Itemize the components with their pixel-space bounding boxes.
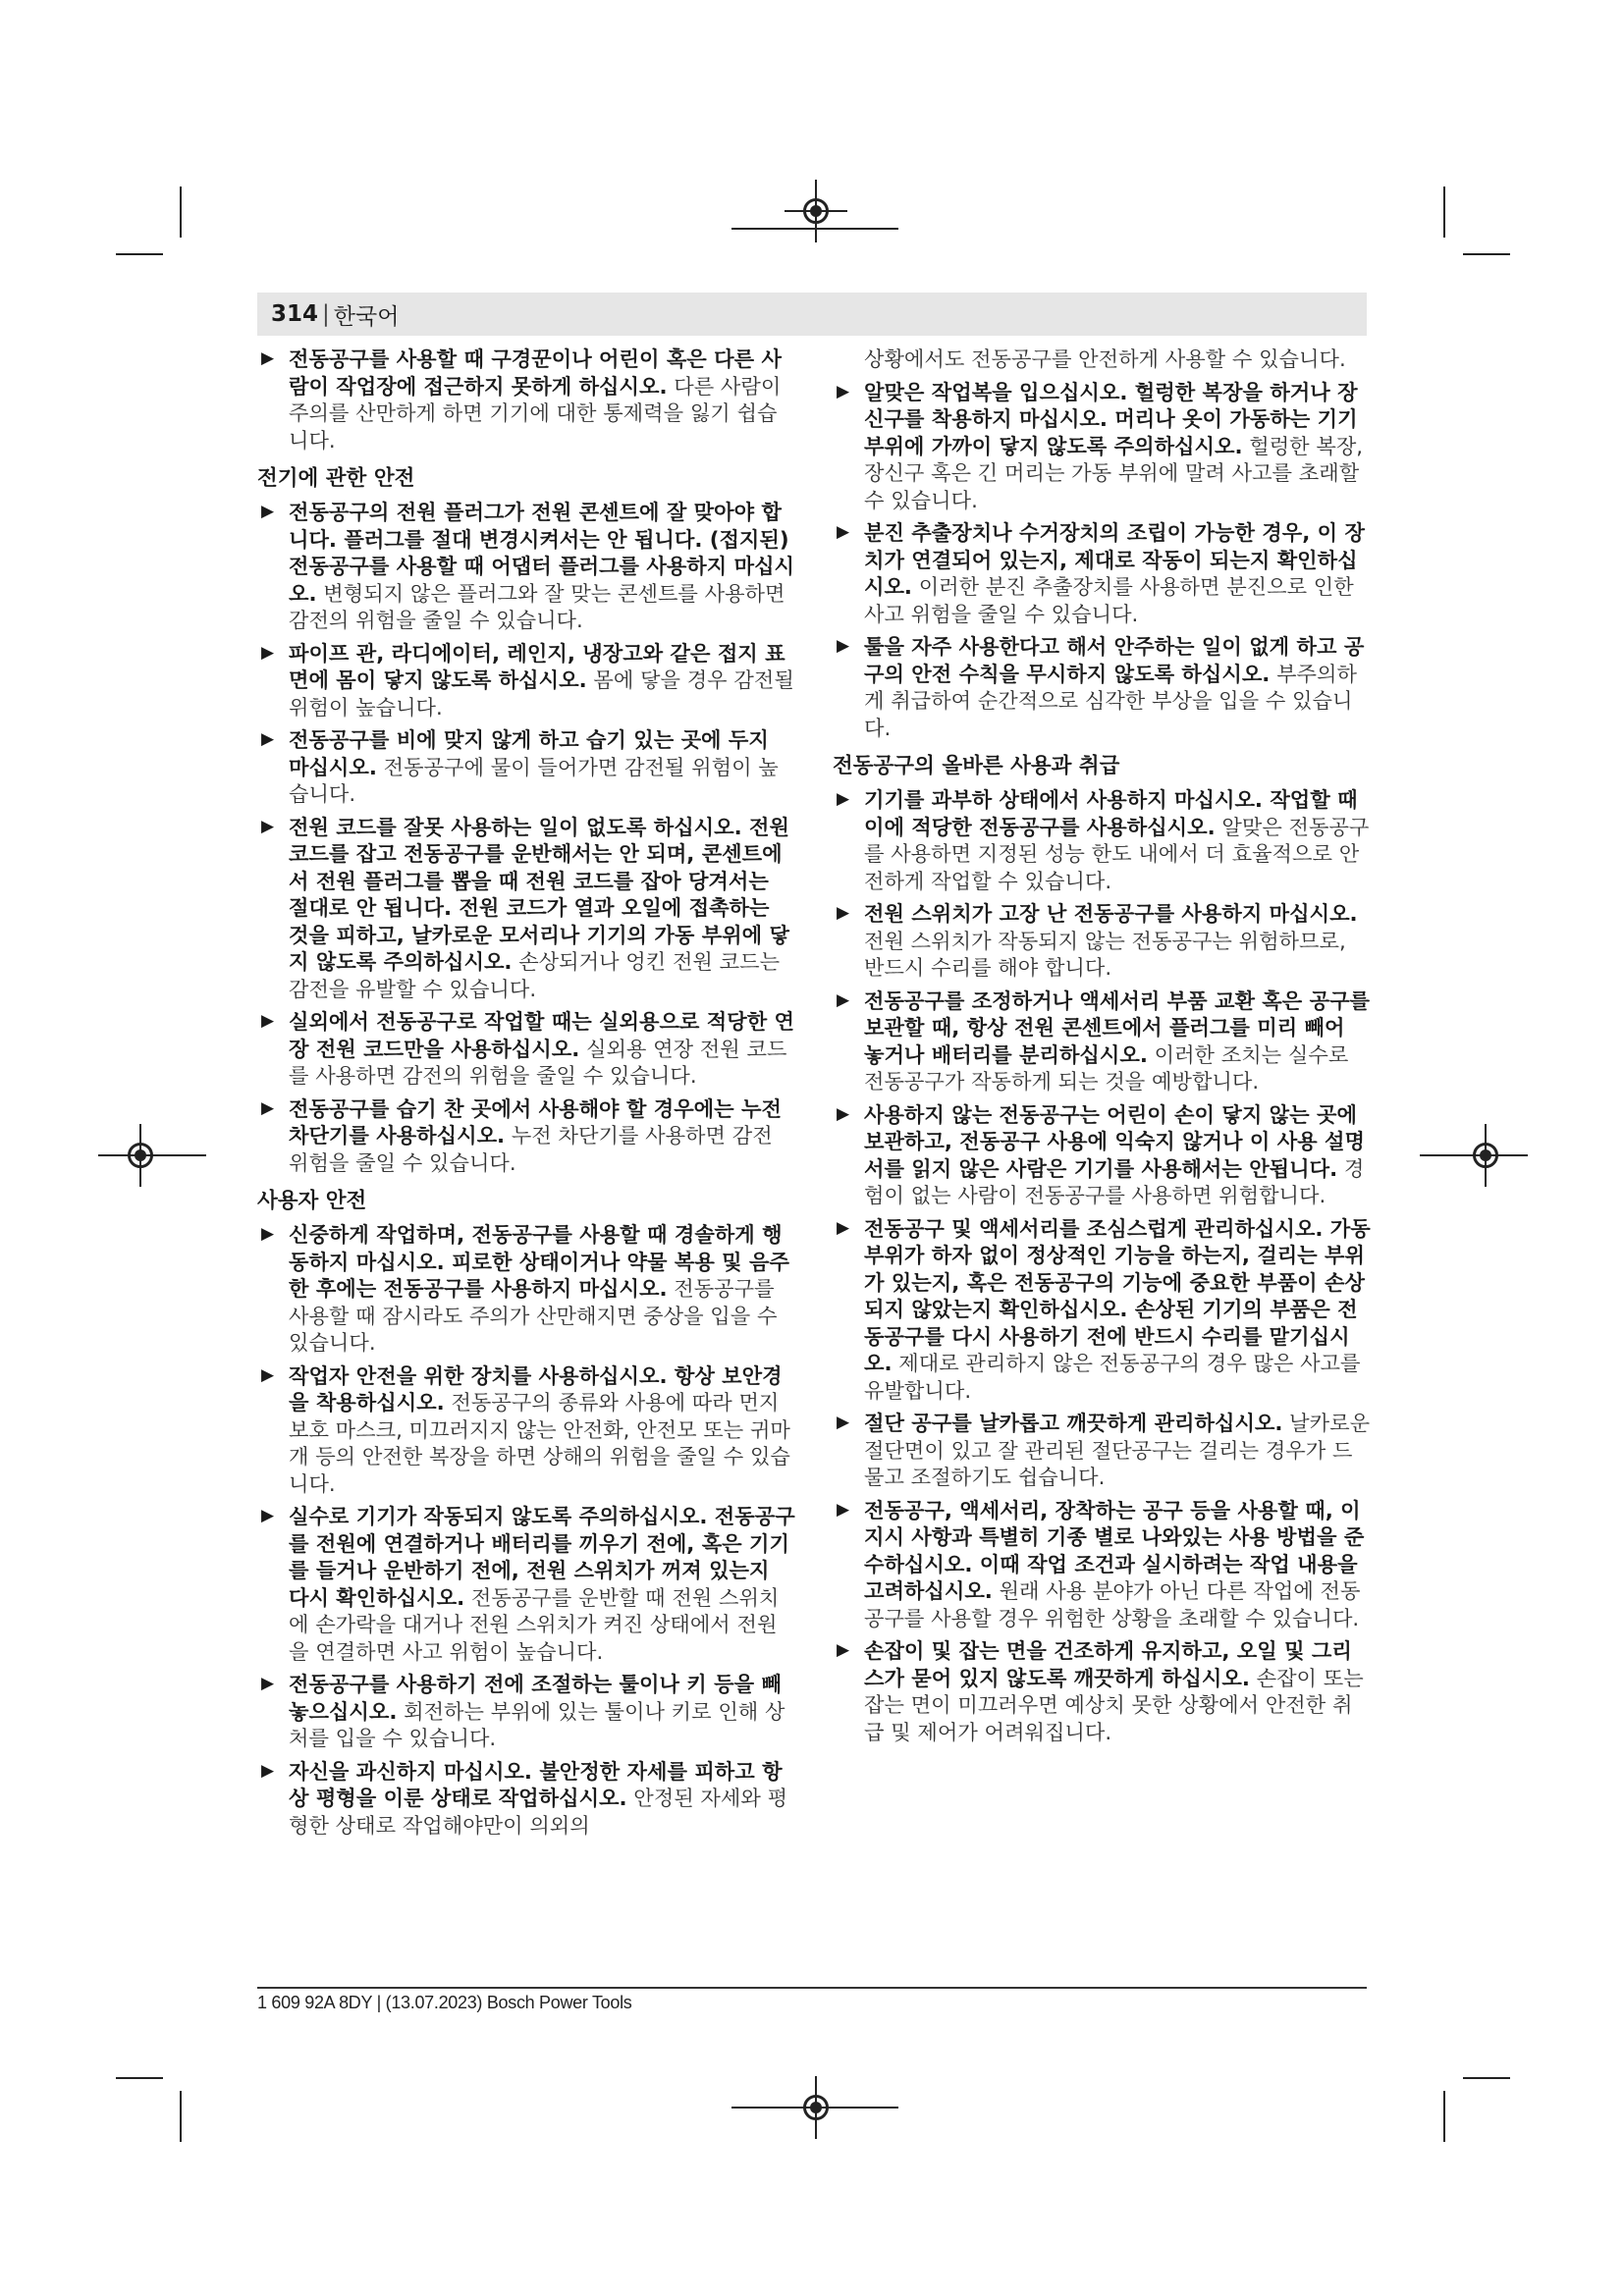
section-heading-electrical: 전기에 관한 안전 <box>257 466 415 491</box>
item-bold: 파이프 관, 라디에이터, 레인지, 냉장고와 같은 접지 표면에 몸이 닿지 않도록 하십시오. <box>289 640 785 692</box>
item-text: 전동공구의 종류와 사용에 따라 먼지 보호 마스크, 미끄러지지 않는 안전화, 안전모 또는 귀마개 등의 안전한 복장을 하면 상해의 위험을 줄일 수 있습니다. <box>289 1390 790 1496</box>
triangle-right-icon: ▶ <box>837 636 850 656</box>
item-text: 누전 차단기를 사용하면 감전 위험을 줄일 수 있습니다. <box>289 1123 773 1175</box>
triangle-right-icon: ▶ <box>261 1760 275 1781</box>
list-item <box>257 814 795 1003</box>
registration-mark-right-icon <box>1473 1143 1498 1168</box>
registration-mark-left-icon <box>128 1143 153 1168</box>
item-bold: 실외에서 전동공구로 작업할 때는 실외용으로 적당한 연장 전원 코드만을 사용하십시오. <box>289 1009 795 1061</box>
list-item <box>833 988 1371 1095</box>
triangle-right-icon: ▶ <box>261 348 275 368</box>
triangle-right-icon: ▶ <box>837 1103 850 1124</box>
triangle-right-icon: ▶ <box>837 1217 850 1238</box>
item-text: 변형되지 않은 플러그와 잘 맞는 콘센트를 사용하면 감전의 위험을 줄일 수 있습니다. <box>289 580 785 632</box>
item-bold: 전원 스위치가 고장 난 전동공구를 사용하지 마십시오. <box>864 901 1358 926</box>
list-item <box>257 640 795 721</box>
page-language: 한국어 <box>333 303 400 330</box>
item-bold: 전원 코드를 잘못 사용하는 일이 없도록 하십시오. 전원 코드를 잡고 전동공구를 운반해서는 안 되며, 콘센트에서 전원 플러그를 뽑을 때 전원 코드를 잡아 당겨서는 절대로 안 됩니다. 전원 코드가 열과 오일에 접촉하는 것을 피하고, 날카로운 모서리나 기기의 가동 부위에 닿지 않도록 주의하십시오. <box>289 814 789 974</box>
crop-mark-bottom-right-v <box>1443 2091 1445 2142</box>
list-item <box>257 726 795 808</box>
item-bold: 전동공구, 액세서리, 장착하는 공구 등을 사용할 때, 이 지시 사항과 특별히 기종 별로 나와있는 사용 방법을 준수하십시오. 이때 작업 조건과 실시하려는 작업 내용을 고려하십시오. <box>864 1497 1365 1603</box>
item-bold: 손잡이 및 잡는 면을 건조하게 유지하고, 오일 및 그리스가 묻어 있지 않도록 깨끗하게 하십시오. <box>864 1638 1352 1690</box>
page-header <box>257 293 1367 336</box>
section-heading-tool-use: 전동공구의 올바른 사용과 취급 <box>833 754 1120 778</box>
triangle-right-icon: ▶ <box>837 989 850 1010</box>
triangle-right-icon: ▶ <box>837 903 850 923</box>
registration-mark-bottom-icon <box>803 2095 829 2120</box>
item-text: 이러한 분진 추출장치를 사용하면 분진으로 인한 사고 위험을 줄일 수 있습니다. <box>864 574 1354 626</box>
list-item <box>257 1758 795 1840</box>
item-bold: 전동공구를 사용하기 전에 조절하는 툴이나 키 등을 빼 놓으십시오. <box>289 1672 782 1724</box>
list-item <box>833 900 1371 982</box>
item-bold: 사용하지 않는 전동공구는 어린이 손이 닿지 않는 곳에 보관하고, 전동공구 사용에 익숙지 않거나 이 사용 설명서를 읽지 않은 사람은 기기를 사용해서는 안됩니다. <box>864 1101 1365 1181</box>
triangle-right-icon: ▶ <box>837 1640 850 1660</box>
item-bold: 전동공구를 사용할 때 구경꾼이나 어린이 혹은 다른 사람이 작업장에 접근하지 못하게 하십시오. <box>289 347 782 399</box>
item-bold: 전동공구를 습기 찬 곳에서 사용해야 할 경우에는 누전 차단기를 사용하십시오. <box>289 1095 782 1148</box>
list-item <box>833 1101 1371 1209</box>
item-bold: 기기를 과부하 상태에서 사용하지 마십시오. 작업할 때 이에 적당한 전동공구를 사용하십시오. <box>864 787 1358 839</box>
left-column <box>257 346 795 1844</box>
list-item <box>257 499 795 634</box>
item-text: 몸에 닿을 경우 감전될 위험이 높습니다. <box>289 667 794 720</box>
triangle-right-icon: ▶ <box>837 789 850 809</box>
crop-mark-bottom-left-v <box>180 2091 182 2142</box>
triangle-right-icon: ▶ <box>261 1011 275 1031</box>
list-item <box>833 633 1371 741</box>
item-text: 원래 사용 분야가 아닌 다른 작업에 전동공구를 사용할 경우 위험한 상황을 초래할 수 있습니다. <box>864 1578 1361 1630</box>
list-item <box>257 1221 795 1357</box>
triangle-right-icon: ▶ <box>261 1506 275 1525</box>
triangle-right-icon: ▶ <box>837 381 850 401</box>
item-text: 손잡이 또는 잡는 면이 미끄러우면 예상치 못한 상황에서 안전한 취급 및 제어가 어려워집니다. <box>864 1665 1364 1744</box>
footer-text: 1 609 92A 8DY | (13.07.2023) Bosch Power Tools <box>257 1993 632 2012</box>
footer-rule <box>257 1987 1367 1989</box>
page-number: 314 <box>271 301 319 327</box>
triangle-right-icon: ▶ <box>261 642 275 663</box>
item-text: 알맞은 전동공구를 사용하면 지정된 성능 한도 내에서 더 효율적으로 안전하게 작업할 수 있습니다. <box>864 814 1370 893</box>
item-text: 이러한 조치는 실수로 전동공구가 작동하게 되는 것을 예방합니다. <box>864 1041 1349 1094</box>
list-item <box>257 1008 795 1090</box>
list-item <box>257 1362 795 1498</box>
triangle-right-icon: ▶ <box>837 1413 850 1432</box>
item-text: 전원 스위치가 작동되지 않는 전동공구는 위험하므로, 반드시 수리를 해야 합니다. <box>864 928 1346 980</box>
item-text: 전동공구를 사용할 때 잠시라도 주의가 산만해지면 중상을 입을 수 있습니다. <box>289 1276 778 1355</box>
item-bold: 전동공구를 비에 맞지 않게 하고 습기 있는 곳에 두지 마십시오. <box>289 727 769 779</box>
crop-mark-top-left-h <box>116 253 163 255</box>
triangle-right-icon: ▶ <box>261 1674 275 1693</box>
list-item <box>833 1497 1371 1632</box>
crop-mark-top-left-v <box>180 187 182 238</box>
list-item <box>257 346 795 454</box>
item-bold: 전동공구의 전원 플러그가 전원 콘센트에 잘 맞아야 합니다. 플러그를 절대 변경시켜서는 안 됩니다. (접지된) 전동공구를 사용할 때 어댑터 플러그를 사용하지 마십시오. <box>289 500 795 606</box>
list-item <box>833 1410 1371 1491</box>
crop-mark-bottom-right-h <box>1463 2077 1510 2079</box>
list-item <box>833 786 1371 894</box>
item-bold: 분진 추출장치나 수거장치의 조립이 가능한 경우, 이 장치가 연결되어 있는지, 제대로 작동이 되는지 확인하십시오. <box>864 520 1365 599</box>
continued-text: 상황에서도 전동공구를 안전하게 사용할 수 있습니다. <box>864 347 1346 371</box>
item-text: 손상되거나 엉킨 전원 코드는 감전을 유발할 수 있습니다. <box>289 949 781 1001</box>
item-text: 안정된 자세와 평형한 상태로 작업해야만이 의외의 <box>289 1786 788 1838</box>
triangle-right-icon: ▶ <box>261 1364 275 1385</box>
item-text: 헐렁한 복장, 장신구 혹은 긴 머리는 가동 부위에 말려 사고를 초래할 수 있습니다. <box>864 433 1364 512</box>
list-item <box>257 1671 795 1752</box>
item-bold: 작업자 안전을 위한 장치를 사용하십시오. 항상 보안경을 착용하십시오. <box>289 1362 783 1415</box>
item-bold: 툴을 자주 사용한다고 해서 안주하는 일이 없게 하고 공구의 안전 수칙을 무시하지 않도록 하십시오. <box>864 634 1365 686</box>
triangle-right-icon: ▶ <box>837 522 850 542</box>
item-text: 전동공구에 물이 들어가면 감전될 위험이 높습니다. <box>289 754 779 806</box>
item-text: 회전하는 부위에 있는 툴이나 키로 인해 상처를 입을 수 있습니다. <box>289 1698 785 1750</box>
triangle-right-icon: ▶ <box>837 1499 850 1520</box>
list-item <box>833 1215 1371 1405</box>
list-item <box>833 519 1371 627</box>
item-bold: 실수로 기기가 작동되지 않도록 주의하십시오. 전동공구를 전원에 연결하거나 배터리를 끼우기 전에, 혹은 기기를 들거나 운반하기 전에, 전원 스위치가 꺼져 있는지 다시 확인하십시오. <box>289 1504 795 1610</box>
triangle-right-icon: ▶ <box>261 1224 275 1244</box>
item-bold: 자신을 과신하지 마십시오. 불안정한 자세를 피하고 항상 평형을 이룬 상태로 작업하십시오. <box>289 1758 783 1810</box>
registration-mark-top-icon <box>803 198 829 224</box>
crop-mark-top-right-h <box>1463 253 1510 255</box>
item-text: 부주의하게 취급하여 순간적으로 심각한 부상을 입을 수 있습니다. <box>864 661 1357 740</box>
item-bold: 알맞은 작업복을 입으십시오. 헐렁한 복장을 하거나 장신구를 착용하지 마십시오. 머리나 옷이 가동하는 기기 부위에 가까이 닿지 않도록 주의하십시오. <box>864 379 1358 458</box>
item-text: 실외용 연장 전원 코드를 사용하면 감전의 위험을 줄일 수 있습니다. <box>289 1036 787 1088</box>
item-bold: 신중하게 작업하며, 전동공구를 사용할 때 경솔하게 행동하지 마십시오. 피로한 상태이거나 약물 복용 및 음주한 후에는 전동공구를 사용하지 마십시오. <box>289 1222 789 1301</box>
header-separator: | <box>322 301 330 327</box>
right-column <box>833 346 1371 1751</box>
triangle-right-icon: ▶ <box>261 502 275 521</box>
list-item <box>833 379 1371 514</box>
item-text: 경험이 없는 사람이 전동공구를 사용하면 위험합니다. <box>864 1155 1365 1207</box>
item-bold: 전동공구 및 액세서리를 조심스럽게 관리하십시오. 가동 부위가 하자 없이 정상적인 기능을 하는지, 걸리는 부위가 있는지, 혹은 전동공구의 기능에 중요한 부품이 손상되지 않았는지 확인하십시오. 손상된 기기의 부품은 전동공구를 다시 사용하기 전에 반드시 수리를 맡기십시오. <box>864 1215 1371 1375</box>
item-text: 다른 사람이 주의를 산만하게 하면 기기에 대한 통제력을 잃기 쉽습니다. <box>289 373 782 453</box>
crop-mark-top-right-v <box>1443 187 1445 238</box>
item-bold: 절단 공구를 날카롭고 깨끗하게 관리하십시오. <box>864 1411 1283 1435</box>
triangle-right-icon: ▶ <box>261 1097 275 1118</box>
crop-mark-bottom-left-h <box>116 2077 163 2079</box>
item-text: 전동공구를 운반할 때 전원 스위치에 손가락을 대거나 전원 스위치가 켜진 상태에서 전원을 연결하면 사고 위험이 높습니다. <box>289 1584 780 1664</box>
list-item <box>257 1095 795 1177</box>
item-text: 날카로운 절단면이 있고 잘 관리된 절단공구는 걸리는 경우가 드물고 조절하기도 쉽습니다. <box>864 1411 1371 1489</box>
triangle-right-icon: ▶ <box>261 816 275 836</box>
triangle-right-icon: ▶ <box>261 729 275 749</box>
section-heading-user-safety: 사용자 안전 <box>257 1189 367 1213</box>
item-text: 제대로 관리하지 않은 전동공구의 경우 많은 사고를 유발합니다. <box>864 1351 1361 1403</box>
list-item <box>833 1637 1371 1745</box>
item-bold: 전동공구를 조정하거나 액세서리 부품 교환 혹은 공구를 보관할 때, 항상 전원 콘센트에서 플러그를 미리 빼어 놓거나 배터리를 분리하십시오. <box>864 988 1371 1067</box>
list-item <box>257 1503 795 1665</box>
